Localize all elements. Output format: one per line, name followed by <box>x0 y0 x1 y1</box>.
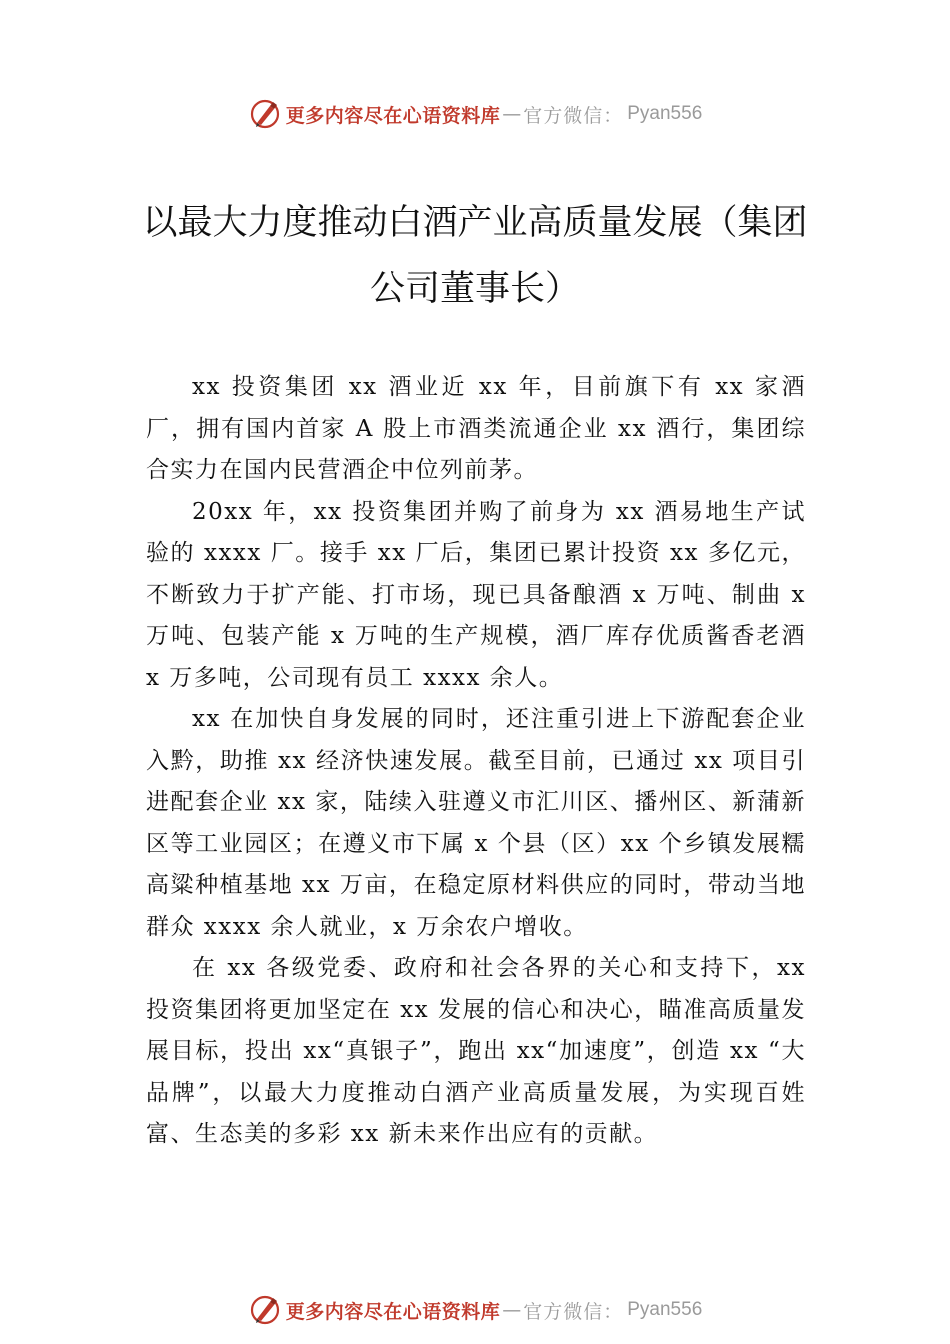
footer-banner <box>0 1290 950 1330</box>
banner-wechat-id: Pyan556 <box>627 1299 703 1320</box>
banner-slogan: 更多内容尽在心语资料库 <box>285 1300 501 1323</box>
header-banner <box>0 94 950 134</box>
banner-wechat-id: Pyan556 <box>627 103 703 124</box>
pen-logo-icon <box>248 1293 282 1327</box>
banner-wechat-label: 官方微信： <box>523 104 624 127</box>
pen-logo-icon <box>248 97 282 131</box>
banner-slogan: 更多内容尽在心语资料库 <box>285 104 501 127</box>
banner-wechat-label: 官方微信： <box>523 1300 624 1323</box>
paragraph: xx 投资集团 xx 酒业近 xx 年，目前旗下有 xx 家酒厂，拥有国内首家 A 股上市酒类流通企业 xx 酒行，集团综合实力在国内民营酒企中位列前茅。 <box>146 374 806 483</box>
document-body <box>146 367 806 1156</box>
banner-dash: — <box>502 103 522 125</box>
banner-dash: — <box>502 1299 522 1321</box>
document-title: 以最大力度推动白酒产业高质量发展（集团公司董事长） <box>142 203 808 309</box>
paragraph: 20xx 年，xx 投资集团并购了前身为 xx 酒易地生产试验的 xxxx 厂。接手 xx 厂后，集团已累计投资 xx 多亿元，不断致力于扩产能、打市场，现已具备酿酒 x 万吨、制曲 x 万吨、包装产能 x 万吨的生产规模，酒厂库存优质酱香老酒 x 万多吨，公司现有员工 xxxx 余人。 <box>146 498 806 691</box>
paragraph: 在 xx 各级党委、政府和社会各界的关心和支持下，xx 投资集团将更加坚定在 xx 发展的信心和决心，瞄准高质量发展目标，投出 xx“真银子”，跑出 xx“加速度”，创造 xx “大品牌”，以最大力度推动白酒产业高质量发展，为实现百姓富、生态美的多彩 xx 新未来作出应有的贡献。 <box>146 955 806 1147</box>
paragraph: xx 在加快自身发展的同时，还注重引进上下游配套企业入黔，助推 xx 经济快速发展。截至目前，已通过 xx 项目引进配套企业 xx 家，陆续入驻遵义市汇川区、播州区、新蒲新区等工业园区；在遵义市下属 x 个县（区）xx 个乡镇发展糯高粱种植基地 xx 万亩，在稳定原材料供应的同时，带动当地群众 xxxx 余人就业，x 万余农户增收。 <box>146 706 806 940</box>
